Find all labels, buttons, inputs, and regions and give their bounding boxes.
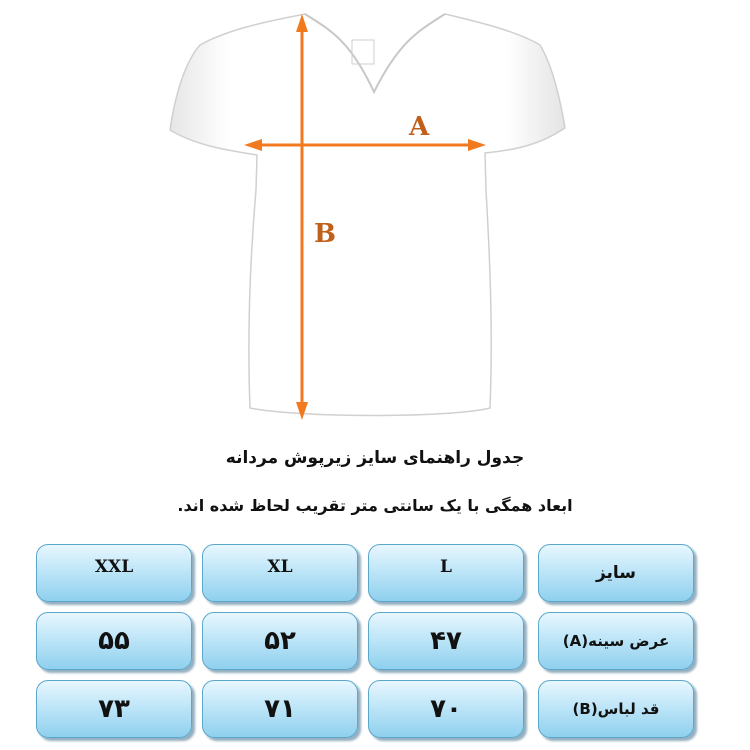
chest-width-label: عرض سینه(A) xyxy=(538,612,694,670)
tshirt-shape xyxy=(170,14,565,416)
label-b: B xyxy=(314,219,336,249)
chest-width-l: ۴۷ xyxy=(368,612,524,670)
measurement-note: ابعاد همگی با یک سانتی متر تقریب لحاظ شده اند. xyxy=(177,496,573,515)
size-header-xxl: XXL xyxy=(36,544,192,602)
size-header-l: L xyxy=(368,544,524,602)
label-a: A xyxy=(409,112,430,142)
length-xxl: ۷۳ xyxy=(36,680,192,738)
page-title: جدول راهنمای سایز زیرپوش مردانه xyxy=(225,448,525,468)
chest-width-xl: ۵۲ xyxy=(202,612,358,670)
size-header-xl: XL xyxy=(202,544,358,602)
length-label: قد لباس(B) xyxy=(538,680,694,738)
length-l: ۷۰ xyxy=(368,680,524,738)
size-header-label: سایز xyxy=(538,544,694,602)
chest-width-xxl: ۵۵ xyxy=(36,612,192,670)
length-xl: ۷۱ xyxy=(202,680,358,738)
